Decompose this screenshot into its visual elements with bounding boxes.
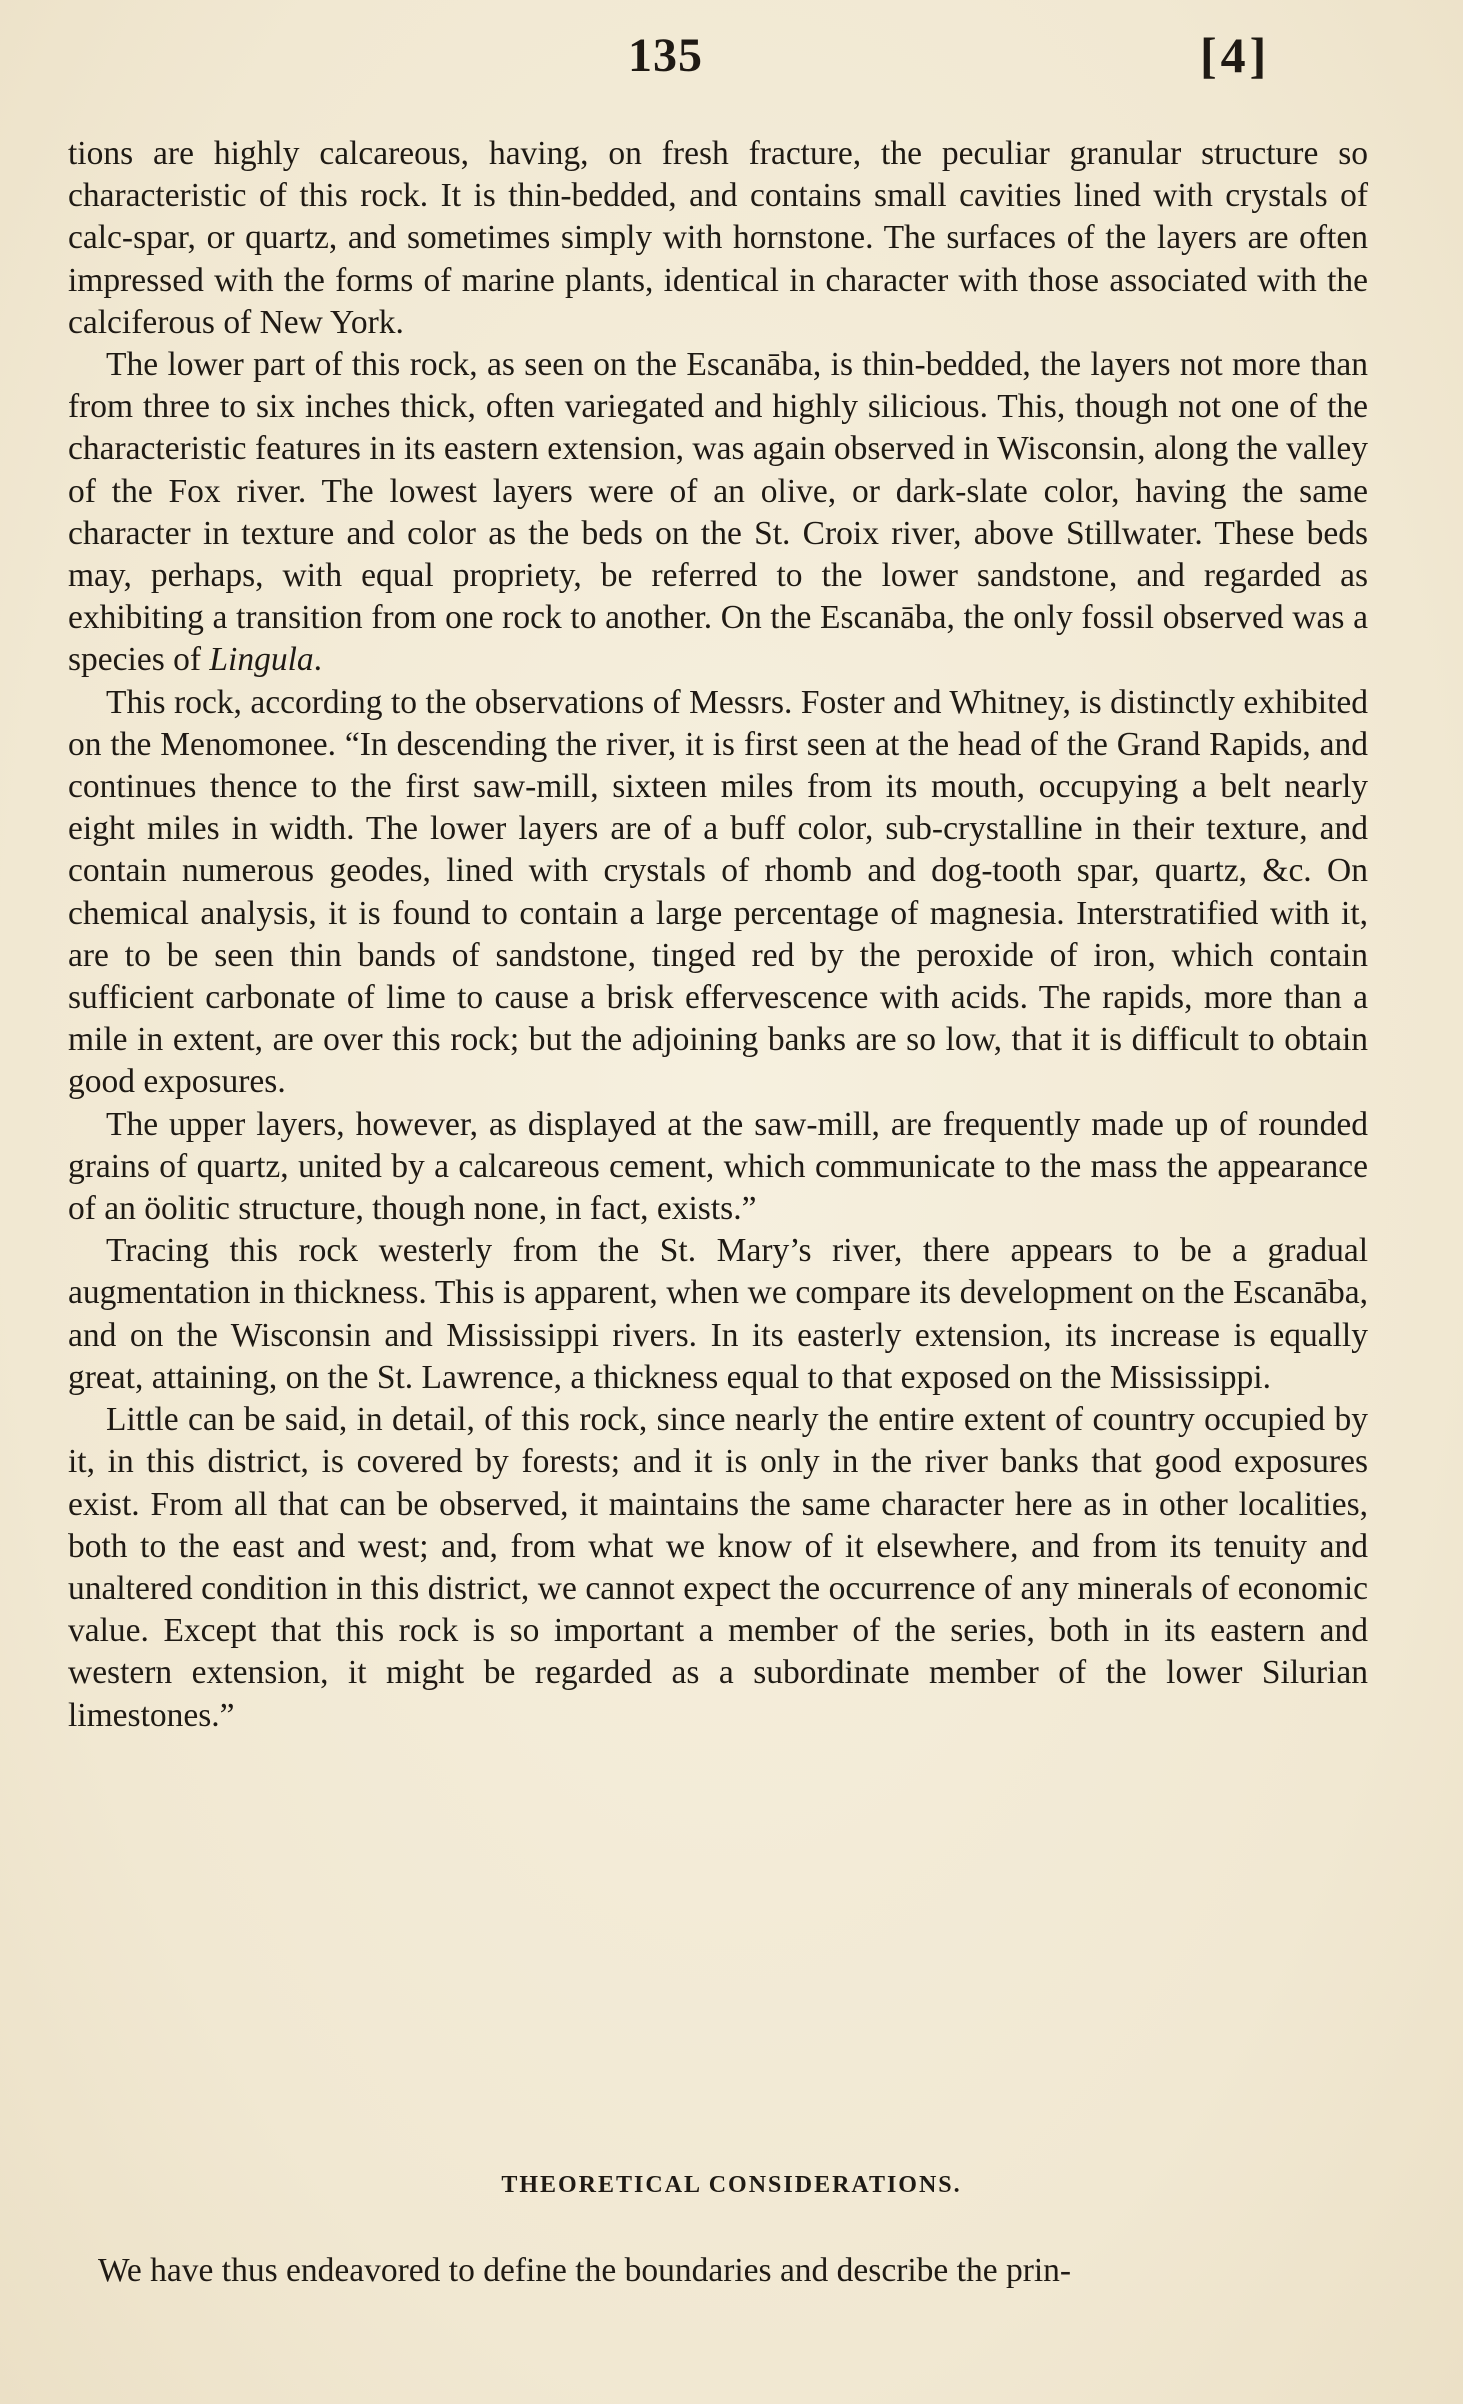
- paragraph-westerly: Tracing this rock westerly from the St. Mary’s river, there appears to be a gradual augmentation in thickness. This is apparent, when we compare its development on the Escanāba, and on the Wisconsin and Mississippi rivers. In its easterly extension, its increase is equally great, attaining, on the St. Lawrence, a thickness equal to that exposed on the Mississippi.: [68, 1232, 1368, 1396]
- paragraph-lower-part: [68, 344, 1368, 682]
- page-number: 135: [628, 29, 703, 82]
- document-number: [4]: [1200, 27, 1271, 83]
- paragraph-little-said: Little can be said, in detail, of this rock, since nearly the entire extent of country occupied by it, in this district, is covered by forests; and it is only in the river banks that good exposures exist. From all that can be observed, it maintains the same character here as in other localities, both to the east and west; and, from what we know of it elsewhere, and from its tenuity and unaltered condition in this district, we cannot expect the occurrence of any minerals of economic value. Except that this rock is so important a member of the series, both in its eastern and western extension, it might be regarded as a subordinate member of the lower Silurian limestones.”: [68, 1401, 1368, 1734]
- page-header: [0, 22, 1463, 92]
- section-heading: THEORETICAL CONSIDERATIONS.: [501, 2172, 962, 2198]
- paragraph-upper-layers: The upper layers, however, as displayed at the saw-mill, are frequently made up of rounded grains of quartz, united by a calcareous cement, which communicate to the mass the appearance of an öolitic structure, though none, in fact, exists.”: [68, 1105, 1368, 1228]
- paragraph-lower-part-text: The lower part of this rock, as seen on the Escanāba, is thin-bedded, the layers not more than from three to six inches thick, often variegated and highly silicious. This, though not one of the characteristic features in its eastern extension, was again observed in Wisconsin, along the valley of the Fox river. The lowest layers were of an olive, or dark-slate color, having the same character in texture and color as the beds on the St. Croix river, above Stillwater. These beds may, perhaps, with equal propriety, be referred to the lower sandstone, and regarded as exhibiting a transition from one rock to another. On the Escanāba, the only fossil observed was a species of Lingula.: [68, 346, 1368, 679]
- section-opening-line: We have thus endeavored to define the boundaries and describe the prin-: [98, 2252, 1072, 2289]
- body-text: [68, 133, 1368, 1737]
- paragraph-menomonee: This rock, according to the observations of Messrs. Foster and Whitney, is distinctly exhibited on the Menomonee. “In descending the river, it is first seen at the head of the Grand Rapids, and continues thence to the first saw-mill, sixteen miles from its mouth, occupying a belt nearly eight miles in width. The lower layers are of a buff color, sub-crystalline in their texture, and contain numerous geodes, lined with crystals of rhomb and dog-tooth spar, quartz, &c. On chemical analysis, it is found to contain a large percentage of magnesia. Interstratified with it, are to be seen thin bands of sandstone, tinged red by the peroxide of iron, which contain sufficient carbonate of lime to cause a brisk effervescence with acids. The rapids, more than a mile in extent, are over this rock; but the adjoining banks are so low, that it is difficult to obtain good exposures.: [68, 683, 1368, 1101]
- paragraph-continuation: tions are highly calcareous, having, on fresh fracture, the peculiar granular structure so characteristic of this rock. It is thin-bedded, and contains small cavities lined with crystals of calc-spar, or quartz, and sometimes simply with hornstone. The surfaces of the layers are often impressed with the forms of marine plants, identical in character with those associated with the calciferous of New York.: [68, 135, 1368, 341]
